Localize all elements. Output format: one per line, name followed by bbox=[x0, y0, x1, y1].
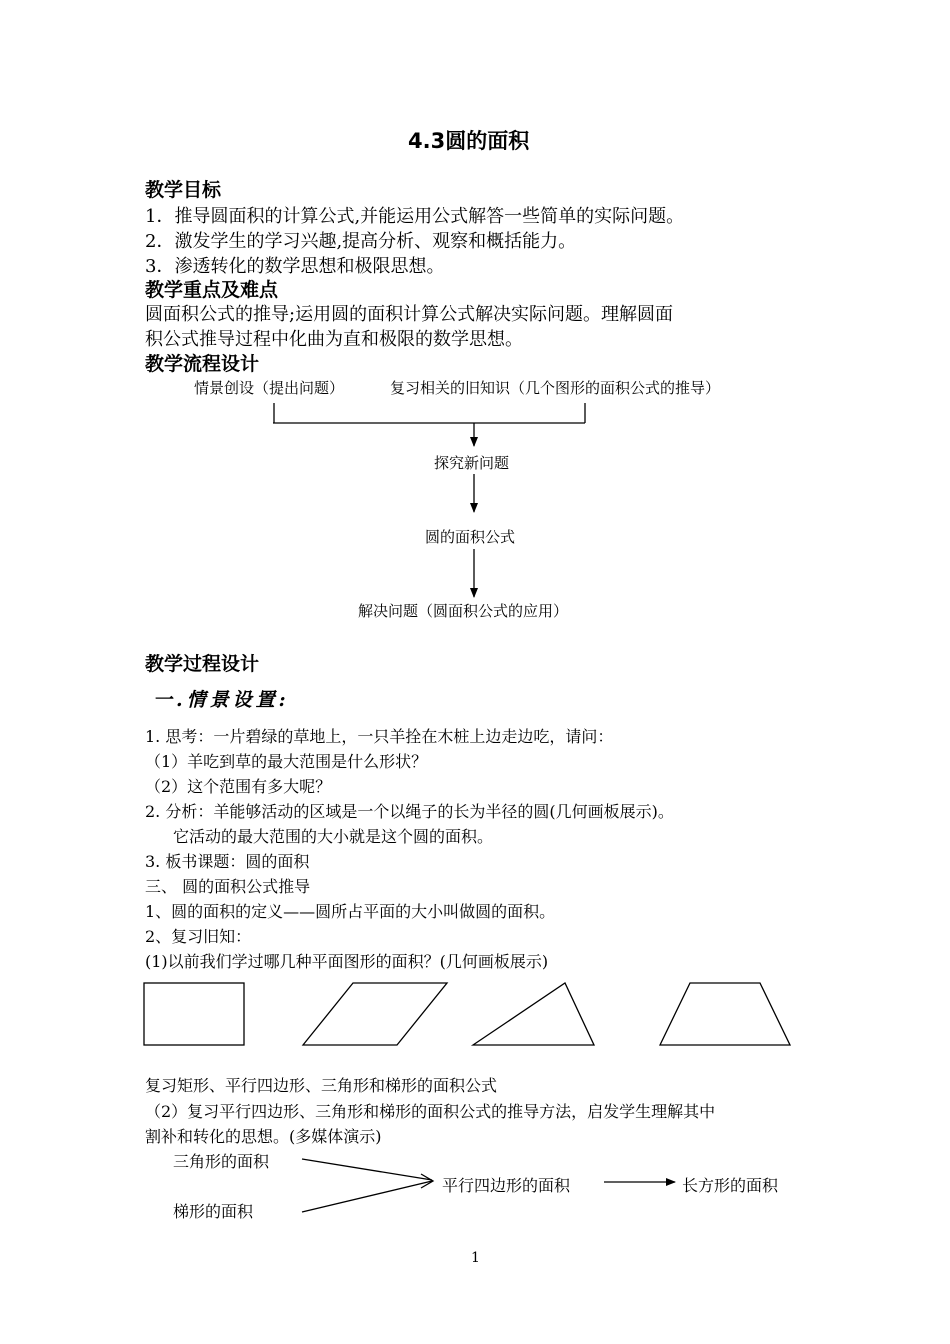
flow-right-box: 复习相关的旧知识（几个图形的面积公式的推导） bbox=[390, 379, 721, 397]
flow-step-explore: 探究新问题 bbox=[434, 454, 510, 472]
process-line: 2、复习旧知： bbox=[145, 927, 252, 946]
process-line: （1）羊吃到草的最大范围是什么形状？ bbox=[145, 752, 428, 771]
process-line: 1、圆的面积的定义——圆所占平面的大小叫做圆的面积。 bbox=[145, 902, 556, 921]
process-heading: 教学过程设计 bbox=[145, 653, 260, 675]
objective-item: 2．激发学生的学习兴趣,提高分析、观察和概括能力。 bbox=[145, 231, 577, 252]
key-points-line: 圆面积公式的推导;运用圆的面积计算公式解决实际问题。理解圆面 bbox=[145, 304, 674, 325]
derivation-rectangle: 长方形的面积 bbox=[682, 1176, 779, 1195]
process-line: 它活动的最大范围的大小就是这个圆的面积。 bbox=[173, 827, 494, 846]
derivation-arrow-trapezoid bbox=[302, 1181, 432, 1212]
derivation-triangle: 三角形的面积 bbox=[173, 1152, 270, 1171]
page-number: 1 bbox=[471, 1250, 480, 1266]
trapezoid-shape bbox=[660, 983, 790, 1045]
objective-item: 3．渗透转化的数学思想和极限思想。 bbox=[145, 256, 445, 277]
derivation-arrow-triangle bbox=[302, 1159, 432, 1180]
key-points-line: 积公式推导过程中化曲为直和极限的数学思想。 bbox=[145, 329, 523, 350]
objective-item: 1．推导圆面积的计算公式,并能运用公式解答一些简单的实际问题。 bbox=[145, 206, 685, 227]
process-line: 3. 板书课题：圆的面积 bbox=[145, 852, 310, 871]
rectangle-shape bbox=[144, 983, 244, 1045]
process-line: (1)以前我们学过哪几种平面图形的面积？(几何画板展示) bbox=[145, 952, 549, 971]
flow-step-apply: 解决问题（圆面积公式的应用） bbox=[358, 602, 569, 620]
process-line: 2. 分析：羊能够活动的区域是一个以绳子的长为半径的圆(几何画板展示)。 bbox=[145, 802, 674, 821]
derivation-trapezoid: 梯形的面积 bbox=[173, 1202, 254, 1221]
process-line: 三、 圆的面积公式推导 bbox=[145, 877, 311, 896]
process-line: 1. 思考：一片碧绿的草地上，一只羊拴在木桩上边走边吃，请问： bbox=[145, 727, 614, 746]
process-line: （2）复习平行四边形、三角形和梯形的面积公式的推导方法，启发学生理解其中 bbox=[145, 1102, 716, 1121]
page-title: 4.3圆的面积 bbox=[408, 129, 530, 153]
derivation-parallelogram: 平行四边形的面积 bbox=[442, 1176, 571, 1195]
flow-heading: 教学流程设计 bbox=[145, 353, 260, 375]
triangle-shape bbox=[473, 983, 594, 1045]
flow-step-formula: 圆的面积公式 bbox=[425, 528, 516, 546]
flow-left-box: 情景创设（提出问题） bbox=[194, 379, 345, 397]
objectives-heading: 教学目标 bbox=[145, 179, 222, 201]
key-points-heading: 教学重点及难点 bbox=[145, 279, 279, 301]
parallelogram-shape bbox=[303, 983, 447, 1045]
process-line: 割补和转化的思想。(多媒体演示) bbox=[145, 1127, 382, 1146]
process-line: （2）这个范围有多大呢？ bbox=[145, 777, 332, 796]
section-one-heading: 一.情景设置: bbox=[153, 689, 290, 711]
process-line: 复习矩形、平行四边形、三角形和梯形的面积公式 bbox=[145, 1076, 498, 1095]
